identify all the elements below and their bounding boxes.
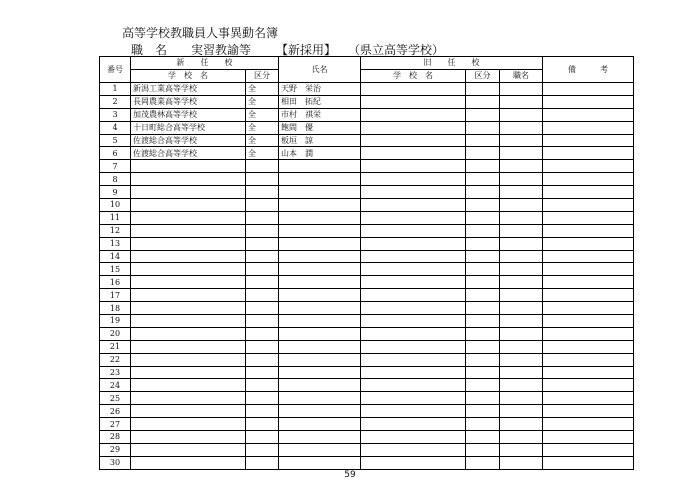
new-division: 全 [246,108,279,121]
new-school-name: 佐渡総合高等学校 [131,147,246,160]
new-school-name [131,186,246,199]
table-row [100,211,634,224]
old-division [466,211,500,224]
old-position [500,224,543,237]
old-school-name [361,263,466,276]
table-row [100,353,634,366]
table-row [100,405,634,418]
staff-name [279,418,361,431]
remarks [543,121,634,134]
old-division [466,340,500,353]
row-number: 12 [100,224,131,237]
old-school-name [361,392,466,405]
remarks [543,224,634,237]
new-division [246,340,279,353]
new-school-name [131,456,246,469]
table-row [100,250,634,263]
old-school-name [361,405,466,418]
table-row [100,276,634,289]
old-school-name [361,186,466,199]
table-header [100,57,634,83]
table-row [100,443,634,456]
old-division [466,108,500,121]
row-number: 8 [100,173,131,186]
remarks [543,199,634,212]
remarks [543,276,634,289]
new-division [246,405,279,418]
new-division [246,211,279,224]
document-title: 高等学校教職員人事異動名簿 [122,26,279,40]
old-school-name [361,353,466,366]
staff-name: 板垣 諒 [279,134,361,147]
row-number: 28 [100,431,131,444]
staff-name [279,276,361,289]
new-division [246,289,279,302]
staff-name [279,379,361,392]
new-division: 全 [246,121,279,134]
row-number: 17 [100,289,131,302]
table-row [100,418,634,431]
new-division [246,431,279,444]
old-position [500,289,543,302]
old-division [466,83,500,96]
subtitle-label: 職 名 [131,43,168,57]
header-new-school: 新 任 校 [131,57,279,70]
old-school-name [361,237,466,250]
old-position [500,418,543,431]
table-row [100,392,634,405]
staff-name [279,289,361,302]
row-number: 25 [100,392,131,405]
new-division [246,392,279,405]
staff-name [279,224,361,237]
personnel-table [99,56,634,470]
table-row [100,431,634,444]
table-row [100,108,634,121]
remarks [543,405,634,418]
old-position [500,276,543,289]
old-school-name [361,211,466,224]
table-row [100,315,634,328]
new-school-name [131,160,246,173]
row-number: 27 [100,418,131,431]
old-division [466,250,500,263]
remarks [543,173,634,186]
table-row [100,147,634,160]
new-division [246,315,279,328]
new-school-name [131,366,246,379]
old-division [466,289,500,302]
new-school-name [131,405,246,418]
remarks [543,147,634,160]
old-division [466,418,500,431]
old-school-name [361,456,466,469]
new-school-name: 長岡農業高等学校 [131,95,246,108]
table-row [100,237,634,250]
old-division [466,134,500,147]
old-position [500,173,543,186]
old-division [466,147,500,160]
row-number: 30 [100,456,131,469]
staff-name [279,456,361,469]
staff-name [279,431,361,444]
remarks [543,418,634,431]
new-school-name [131,379,246,392]
row-number: 4 [100,121,131,134]
table-row [100,289,634,302]
old-position [500,327,543,340]
new-school-name [131,302,246,315]
staff-name [279,237,361,250]
new-school-name: 十日町総合高等学校 [131,121,246,134]
new-division [246,250,279,263]
remarks [543,289,634,302]
old-position [500,250,543,263]
old-position [500,456,543,469]
table-row [100,134,634,147]
table-row [100,83,634,96]
old-position [500,353,543,366]
new-division [246,366,279,379]
old-division [466,276,500,289]
old-school-name [361,108,466,121]
table-row [100,379,634,392]
staff-name [279,392,361,405]
remarks [543,237,634,250]
staff-name [279,340,361,353]
staff-name [279,186,361,199]
row-number: 10 [100,199,131,212]
staff-name [279,250,361,263]
old-division [466,173,500,186]
staff-name [279,160,361,173]
staff-name [279,405,361,418]
new-division [246,443,279,456]
new-school-name [131,173,246,186]
old-division [466,121,500,134]
old-position [500,340,543,353]
row-number: 3 [100,108,131,121]
new-division [246,456,279,469]
new-school-name [131,392,246,405]
old-school-name [361,83,466,96]
new-division [246,237,279,250]
new-school-name: 新潟工業高等学校 [131,83,246,96]
table-row [100,173,634,186]
new-school-name [131,289,246,302]
new-division: 全 [246,83,279,96]
table-row [100,302,634,315]
header-remarks: 備 考 [543,57,634,83]
subtitle-scope: （県立高等学校） [348,43,445,57]
new-division [246,276,279,289]
row-number: 19 [100,315,131,328]
old-position [500,443,543,456]
new-school-name: 加茂農林高等学校 [131,108,246,121]
old-school-name [361,443,466,456]
old-school-name [361,160,466,173]
row-number: 2 [100,95,131,108]
remarks [543,263,634,276]
row-number: 1 [100,83,131,96]
old-division [466,186,500,199]
old-school-name [361,95,466,108]
row-number: 9 [100,186,131,199]
new-division [246,418,279,431]
old-school-name [361,276,466,289]
old-position [500,134,543,147]
remarks [543,443,634,456]
old-position [500,302,543,315]
old-position [500,431,543,444]
row-number: 23 [100,366,131,379]
table-row [100,263,634,276]
old-school-name [361,340,466,353]
remarks [543,83,634,96]
table-row [100,224,634,237]
staff-name [279,173,361,186]
table-row [100,366,634,379]
old-school-name [361,250,466,263]
new-school-name [131,211,246,224]
old-school-name [361,289,466,302]
new-school-name [131,224,246,237]
new-division [246,302,279,315]
old-position [500,121,543,134]
page-number: 59 [344,470,356,480]
old-school-name [361,315,466,328]
remarks [543,95,634,108]
old-division [466,199,500,212]
header-old-position: 職名 [500,70,543,83]
old-school-name [361,418,466,431]
staff-name [279,263,361,276]
old-division [466,224,500,237]
new-school-name [131,263,246,276]
row-number: 26 [100,405,131,418]
old-division [466,392,500,405]
row-number: 13 [100,237,131,250]
remarks [543,366,634,379]
table-row [100,160,634,173]
header-new-division: 区分 [246,70,279,83]
row-number: 22 [100,353,131,366]
row-number: 18 [100,302,131,315]
old-school-name [361,121,466,134]
old-school-name [361,431,466,444]
table-row [100,199,634,212]
old-school-name [361,224,466,237]
header-old-school-name: 学 校 名 [361,70,466,83]
old-school-name [361,147,466,160]
new-school-name [131,418,246,431]
old-position [500,199,543,212]
new-school-name [131,353,246,366]
old-division [466,327,500,340]
new-division [246,263,279,276]
staff-name: 山本 潤 [279,147,361,160]
remarks [543,315,634,328]
subtitle-job: 実習教諭等 [191,43,252,57]
staff-name [279,353,361,366]
old-school-name [361,173,466,186]
row-number: 7 [100,160,131,173]
table-row [100,456,634,469]
table-row [100,121,634,134]
new-school-name [131,340,246,353]
new-school-name [131,431,246,444]
row-number: 6 [100,147,131,160]
staff-name [279,302,361,315]
new-school-name [131,250,246,263]
old-school-name [361,379,466,392]
old-division [466,95,500,108]
new-division [246,224,279,237]
remarks [543,160,634,173]
old-position [500,95,543,108]
remarks [543,327,634,340]
remarks [543,379,634,392]
row-number: 21 [100,340,131,353]
row-number: 15 [100,263,131,276]
old-position [500,237,543,250]
new-division [246,199,279,212]
old-position [500,392,543,405]
new-school-name [131,276,246,289]
old-division [466,315,500,328]
table-row [100,186,634,199]
new-school-name [131,237,246,250]
staff-name [279,443,361,456]
staff-name: 天野 栄治 [279,83,361,96]
old-division [466,366,500,379]
staff-name [279,199,361,212]
staff-name: 飽間 優 [279,121,361,134]
new-division [246,327,279,340]
old-division [466,443,500,456]
new-division: 全 [246,147,279,160]
old-position [500,83,543,96]
old-position [500,186,543,199]
row-number: 11 [100,211,131,224]
new-school-name [131,443,246,456]
old-school-name [361,199,466,212]
header-number: 番号 [100,57,131,83]
new-division: 全 [246,95,279,108]
old-school-name [361,366,466,379]
remarks [543,353,634,366]
new-division [246,353,279,366]
remarks [543,134,634,147]
table-row [100,95,634,108]
remarks [543,431,634,444]
remarks [543,302,634,315]
new-division: 全 [246,134,279,147]
staff-name [279,327,361,340]
old-division [466,160,500,173]
table-row [100,327,634,340]
remarks [543,456,634,469]
row-number: 14 [100,250,131,263]
old-position [500,147,543,160]
row-number: 16 [100,276,131,289]
old-school-name [361,302,466,315]
old-position [500,160,543,173]
row-number: 5 [100,134,131,147]
new-school-name [131,327,246,340]
old-division [466,237,500,250]
old-division [466,353,500,366]
remarks [543,392,634,405]
old-position [500,263,543,276]
header-old-division: 区分 [466,70,500,83]
remarks [543,340,634,353]
header-name: 氏名 [279,57,361,83]
staff-name [279,366,361,379]
old-position [500,366,543,379]
table-body [100,83,634,470]
row-number: 24 [100,379,131,392]
row-number: 29 [100,443,131,456]
old-position [500,108,543,121]
new-school-name [131,315,246,328]
row-number: 20 [100,327,131,340]
remarks [543,211,634,224]
old-position [500,315,543,328]
new-school-name [131,199,246,212]
old-position [500,379,543,392]
old-school-name [361,327,466,340]
remarks [543,108,634,121]
old-division [466,405,500,418]
new-division [246,186,279,199]
table-row [100,340,634,353]
subtitle-type: 【新採用】 [276,43,337,57]
staff-name: 相田 拓紀 [279,95,361,108]
old-division [466,263,500,276]
old-division [466,431,500,444]
remarks [543,186,634,199]
old-school-name [361,134,466,147]
old-position [500,405,543,418]
header-old-school: 旧 任 校 [361,57,543,70]
remarks [543,250,634,263]
old-position [500,211,543,224]
old-division [466,302,500,315]
old-division [466,379,500,392]
staff-name [279,211,361,224]
new-division [246,160,279,173]
header-new-school-name: 学 校 名 [131,70,246,83]
staff-name [279,315,361,328]
new-division [246,173,279,186]
new-school-name: 佐渡総合高等学校 [131,134,246,147]
new-division [246,379,279,392]
staff-name: 市村 祺栄 [279,108,361,121]
old-division [466,456,500,469]
